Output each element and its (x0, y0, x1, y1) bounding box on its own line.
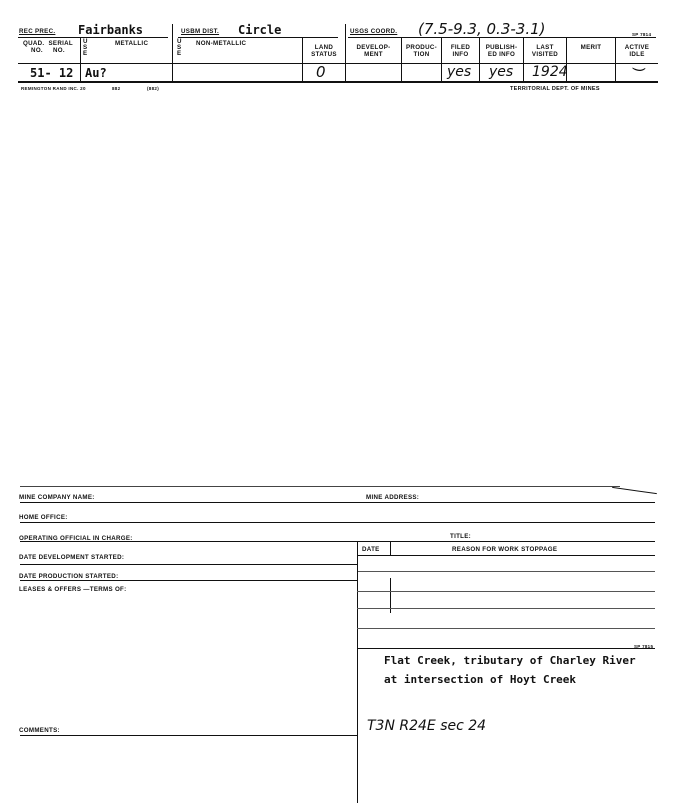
title-label: TITLE: (450, 533, 472, 540)
row-filed-info: yes (447, 64, 472, 80)
col-merit: MERIT (580, 44, 602, 51)
form-number-top: SP 7814 (632, 32, 652, 37)
stoppage-reason-header: REASON FOR WORK STOPPAGE (452, 546, 558, 553)
rec-prec-value: Fairbanks (78, 23, 144, 37)
col-development: DEVELOP- MENT (356, 44, 391, 58)
col-last-visited: LAST VISITED (531, 44, 559, 58)
stoppage-date-header: DATE (362, 546, 380, 553)
leases-offers-label: LEASES & OFFERS —TERMS OF: (19, 586, 127, 593)
usgs-coord-value: (7.5-9.3, 0.3-3.1) (418, 20, 546, 38)
col-filed-info: FILED INFO (450, 44, 471, 58)
comments-label: COMMENTS: (19, 727, 60, 734)
date-development-label: DATE DEVELOPMENT STARTED: (19, 554, 125, 561)
col-use-metallic: U S E (83, 38, 88, 57)
date-production-label: DATE PRODUCTION STARTED: (19, 573, 119, 580)
form-number-bottom: SP 7815 (634, 644, 654, 649)
location-line-2: at intersection of Hoyt Creek (384, 673, 577, 686)
usgs-coord-label: USGS COORD. (350, 28, 398, 35)
col-published-info: PUBLISH- ED INFO (485, 44, 518, 58)
usbm-dist-value: Circle (238, 23, 282, 37)
home-office-label: HOME OFFICE: (19, 514, 68, 521)
printer-name: REMINGTON RAND INC. 20 (21, 86, 86, 91)
usbm-dist-label: USBM DIST. (181, 28, 220, 35)
row-quad-serial: 51- 12 (30, 66, 74, 80)
township-range-section: T3N R24E sec 24 (367, 718, 487, 734)
col-use-nonmetallic: U S E (177, 38, 182, 57)
printer-code-2: (882) (147, 86, 160, 91)
col-land-status: LAND STATUS (311, 44, 337, 58)
rec-prec-label: REC PREC. (19, 28, 56, 35)
col-production: PRODUC- TION (406, 44, 437, 58)
col-nonmetallic: NON-METALLIC (196, 40, 247, 47)
mine-address-label: MINE ADDRESS: (366, 494, 420, 501)
row-metallic: Au? (85, 66, 107, 80)
location-line-1: Flat Creek, tributary of Charley River (384, 654, 636, 667)
row-published-info: yes (489, 64, 514, 80)
col-quad-serial: QUAD. SERIAL NO. NO. (23, 40, 73, 54)
col-metallic: METALLIC (115, 40, 149, 47)
printer-code: 882 (112, 86, 121, 91)
mine-company-name-label: MINE COMPANY NAME: (19, 494, 95, 501)
row-land-status: 0 (316, 63, 326, 81)
department-name: TERRITORIAL DEPT. OF MINES (510, 86, 600, 92)
operating-official-label: OPERATING OFFICIAL IN CHARGE: (19, 535, 133, 542)
row-active-idle: ) (630, 65, 648, 75)
row-last-visited: 1924 (532, 64, 568, 80)
col-active-idle: ACTIVE IDLE (624, 44, 650, 58)
